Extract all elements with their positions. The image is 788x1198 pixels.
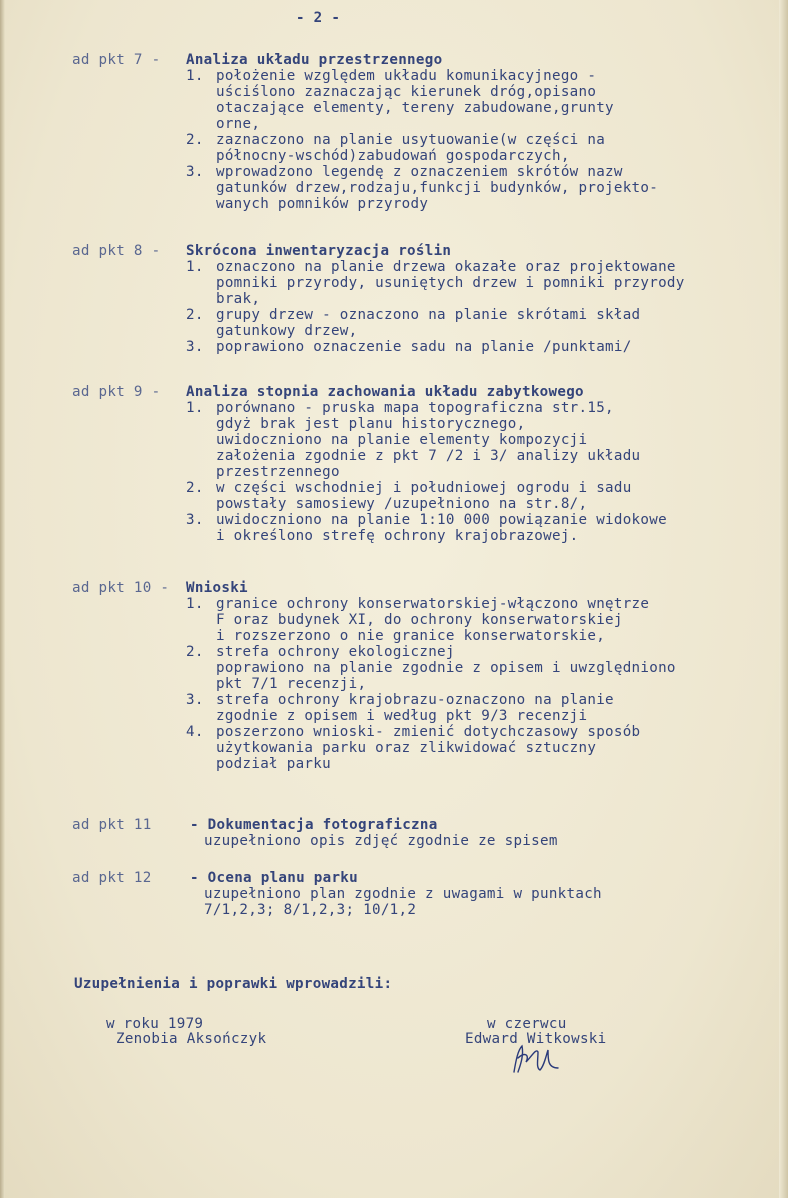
item-text-line: granice ochrony konserwatorskiej-włączono wnętrze bbox=[216, 596, 650, 612]
section-label: ad pkt 9 - bbox=[72, 384, 161, 400]
footer-right-name: Edward Witkowski bbox=[465, 1031, 607, 1047]
section-label: ad pkt 12 bbox=[72, 870, 152, 886]
item-text-line: uwidoczniono na planie 1:10 000 powiązanie widokowe bbox=[216, 512, 667, 528]
item-text-line: i rozszerzono o nie granice konserwatorskie, bbox=[216, 628, 606, 644]
item-number: 3. bbox=[186, 339, 204, 355]
item-number: 2. bbox=[186, 132, 204, 148]
item-text-line: uwidoczniono na planie elementy kompozycji bbox=[216, 432, 588, 448]
item-text-line: grupy drzew - oznaczono na planie skrótami skład bbox=[216, 307, 641, 323]
page-number: - 2 - bbox=[296, 10, 341, 26]
item-text-line: F oraz budynek XI, do ochrony konserwatorskiej bbox=[216, 612, 623, 628]
item-text-line: i określono strefę ochrony krajobrazowej. bbox=[216, 528, 579, 544]
item-text-line: strefa ochrony krajobrazu-oznaczono na planie bbox=[216, 692, 614, 708]
item-text-line: brak, bbox=[216, 291, 261, 307]
handwritten-signature-icon bbox=[508, 1042, 568, 1076]
item-text-line: północny-wschód)zabudowań gospodarczych, bbox=[216, 148, 570, 164]
item-text-line: położenie względem układu komunikacyjnego - bbox=[216, 68, 597, 84]
item-text-line: przestrzennego bbox=[216, 464, 340, 480]
item-text-line: oznaczono na planie drzewa okazałe oraz projektowane bbox=[216, 259, 676, 275]
section-title: - Dokumentacja fotograficzna bbox=[190, 817, 438, 833]
item-text-line: uzupełniono opis zdjęć zgodnie ze spisem bbox=[204, 833, 558, 849]
item-text-line: gatunkowy drzew, bbox=[216, 323, 358, 339]
item-text-line: gatunków drzew,rodzaju,funkcji budynków, projekto- bbox=[216, 180, 659, 196]
section-title: - Ocena planu parku bbox=[190, 870, 358, 886]
item-number: 1. bbox=[186, 68, 204, 84]
page-edge-right bbox=[779, 0, 788, 1198]
item-text-line: uzupełniono plan zgodnie z uwagami w punktach bbox=[204, 886, 602, 902]
footer-left-name: Zenobia Aksończyk bbox=[116, 1031, 267, 1047]
item-text-line: poprawiono na planie zgodnie z opisem i uwzględniono bbox=[216, 660, 676, 676]
footer-left-line1: w roku 1979 bbox=[106, 1016, 204, 1032]
item-text-line: gdyż brak jest planu historycznego, bbox=[216, 416, 526, 432]
footer-right-line1: w czerwcu bbox=[487, 1016, 567, 1032]
item-text-line: strefa ochrony ekologicznej bbox=[216, 644, 455, 660]
item-text-line: zaznaczono na planie usytuowanie(w części na bbox=[216, 132, 606, 148]
section-title: Analiza układu przestrzennego bbox=[186, 52, 443, 68]
item-text-line: pkt 7/1 recenzji, bbox=[216, 676, 367, 692]
section-title: Skrócona inwentaryzacja roślin bbox=[186, 243, 452, 259]
footer-intro: Uzupełnienia i poprawki wprowadzili: bbox=[74, 976, 393, 992]
section-label: ad pkt 8 - bbox=[72, 243, 161, 259]
item-number: 2. bbox=[186, 307, 204, 323]
item-text-line: uściślono zaznaczając kierunek dróg,opisano bbox=[216, 84, 597, 100]
item-number: 3. bbox=[186, 692, 204, 708]
item-number: 1. bbox=[186, 596, 204, 612]
item-number: 2. bbox=[186, 480, 204, 496]
item-text-line: porównano - pruska mapa topograficzna str.15, bbox=[216, 400, 614, 416]
item-text-line: powstały samosiewy /uzupełniono na str.8/, bbox=[216, 496, 588, 512]
section-label: ad pkt 7 - bbox=[72, 52, 161, 68]
item-number: 1. bbox=[186, 400, 204, 416]
item-text-line: poprawiono oznaczenie sadu na planie /punktami/ bbox=[216, 339, 632, 355]
item-number: 2. bbox=[186, 644, 204, 660]
section-label: ad pkt 11 bbox=[72, 817, 152, 833]
item-text-line: wprowadzono legendę z oznaczeniem skrótów nazw bbox=[216, 164, 623, 180]
item-text-line: założenia zgodnie z pkt 7 /2 i 3/ analizy układu bbox=[216, 448, 641, 464]
section-title: Analiza stopnia zachowania układu zabytkowego bbox=[186, 384, 584, 400]
section-label: ad pkt 10 - bbox=[72, 580, 170, 596]
item-text-line: 7/1,2,3; 8/1,2,3; 10/1,2 bbox=[204, 902, 417, 918]
item-number: 3. bbox=[186, 512, 204, 528]
item-number: 1. bbox=[186, 259, 204, 275]
item-text-line: zgodnie z opisem i według pkt 9/3 recenzji bbox=[216, 708, 588, 724]
item-text-line: wanych pomników przyrody bbox=[216, 196, 429, 212]
item-text-line: w części wschodniej i południowej ogrodu i sadu bbox=[216, 480, 632, 496]
page-edge-left bbox=[0, 0, 5, 1198]
item-text-line: poszerzono wnioski- zmienić dotychczasowy sposób bbox=[216, 724, 641, 740]
item-number: 3. bbox=[186, 164, 204, 180]
item-text-line: orne, bbox=[216, 116, 261, 132]
item-number: 4. bbox=[186, 724, 204, 740]
section-title: Wnioski bbox=[186, 580, 248, 596]
item-text-line: użytkowania parku oraz zlikwidować sztuczny bbox=[216, 740, 597, 756]
item-text-line: otaczające elementy, tereny zabudowane,grunty bbox=[216, 100, 614, 116]
item-text-line: pomniki przyrody, usuniętych drzew i pomniki przyrody bbox=[216, 275, 685, 291]
item-text-line: podział parku bbox=[216, 756, 331, 772]
